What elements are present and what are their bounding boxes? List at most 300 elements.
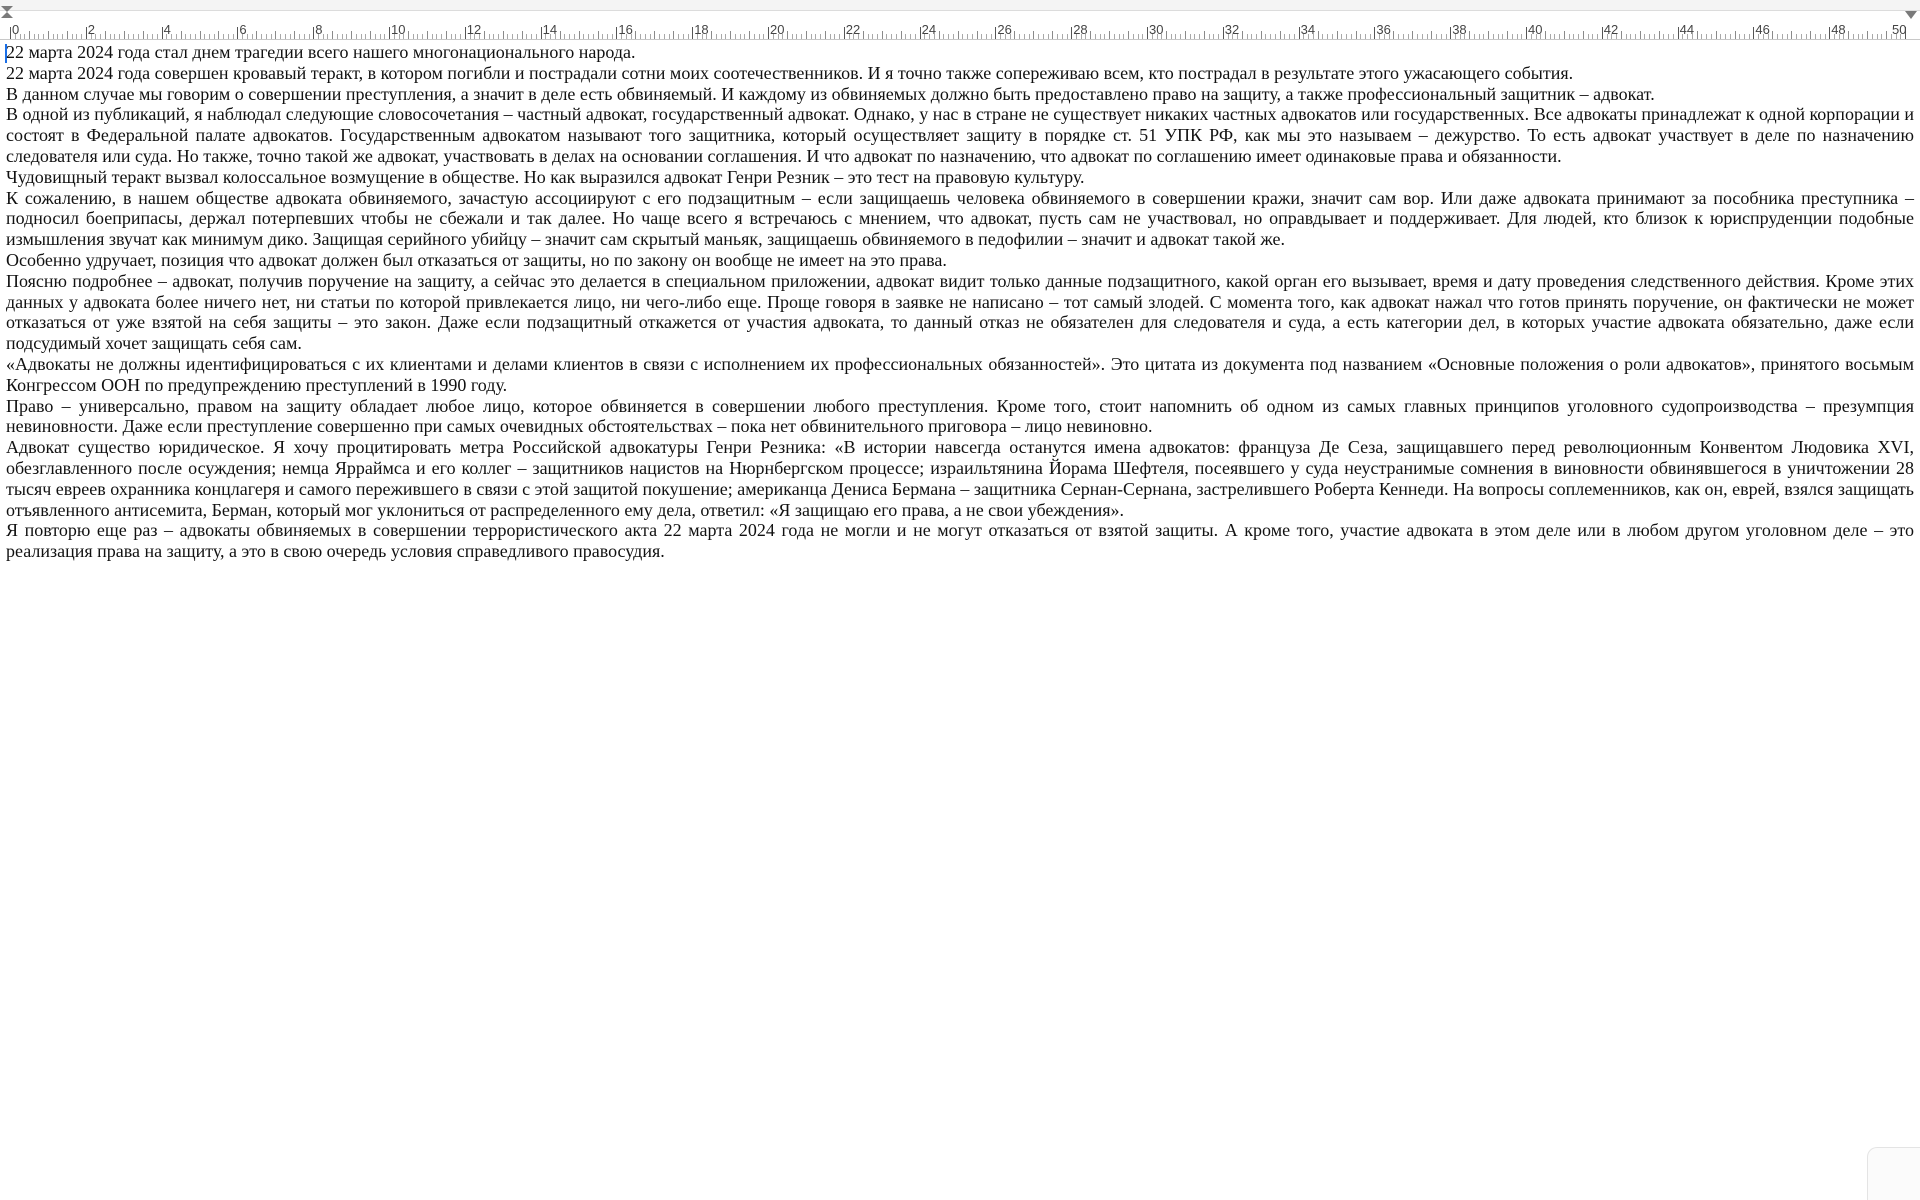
ruler-tick [408, 31, 409, 39]
horizontal-ruler[interactable] [0, 0, 1920, 40]
ruler-tick [1730, 34, 1731, 39]
ruler-tick [1578, 34, 1579, 39]
ruler-tick [38, 34, 39, 39]
ruler-tick [214, 34, 215, 39]
ruler-tick [1450, 27, 1451, 39]
ruler-label: 34 [1300, 22, 1316, 37]
ruler-tick [901, 31, 902, 39]
ruler-tick [1701, 34, 1702, 39]
ruler-label: 16 [618, 22, 633, 37]
ruler-tick [839, 34, 840, 39]
ruler-tick [1332, 34, 1333, 39]
document-body[interactable] [6, 42, 1914, 562]
ruler-tick [1033, 31, 1034, 39]
ruler-tick [1706, 34, 1707, 39]
ruler-label: 18 [694, 22, 709, 37]
ruler-tick [678, 34, 679, 39]
ruler-tick [1777, 34, 1778, 39]
paragraph[interactable]: В одной из публикаций, я наблюдал следующие словосочетания – частный адвокат, государственный адвокат. Однако, у нас в стране не существует никаких частных адвокатов или государственных. Все адвокаты принадлежат к одной корпорации и состоят в Федеральной палате адвокатов. Государственным адвокатом называют того защитника, который осуществляет защиту в порядке ст. 51 УПК РФ, как мы это называем – дежурство. То есть адвокат участвует в деле по назначению следователя или суда. Но также, точно такой же адвокат, участвовать в делах на основании соглашения. И что адвокат по назначению, что адвокат по соглашению имеет одинаковые права и обязанности. [6, 104, 1914, 166]
ruler-tick [432, 34, 433, 39]
ruler-tick [417, 34, 418, 39]
ruler-tick [1270, 34, 1271, 39]
ruler-tick [34, 34, 35, 39]
ruler-tick [1104, 34, 1105, 39]
ruler-tick [1853, 34, 1854, 39]
ruler-label: 32 [1224, 22, 1240, 37]
ruler-tick [143, 31, 144, 39]
ruler-tick [1654, 34, 1655, 39]
ruler-tick [275, 31, 276, 39]
ruler-tick [351, 31, 352, 39]
ruler-tick [792, 34, 793, 39]
ruler-tick [673, 31, 674, 39]
ruler-tick [380, 34, 381, 39]
ruler-tick [896, 34, 897, 39]
ruler-tick [517, 34, 518, 39]
ruler-tick [1289, 34, 1290, 39]
ruler-tick [1346, 34, 1347, 39]
ruler-tick [1019, 34, 1020, 39]
ruler-tick [905, 34, 906, 39]
ruler-label: 2 [87, 22, 96, 37]
ruler-tick [1280, 31, 1281, 39]
ruler-tick [1052, 31, 1053, 39]
ruler-tick [1138, 34, 1139, 39]
ruler-tick [664, 34, 665, 39]
ruler-tick [1251, 34, 1252, 39]
ruler-tick [1621, 31, 1622, 39]
ruler-tick [796, 34, 797, 39]
ruler-label: 50 [1892, 22, 1907, 37]
ruler-tick [256, 31, 257, 39]
ruler-tick [602, 34, 603, 39]
ruler-tick [1123, 34, 1124, 39]
ruler-tick [493, 34, 494, 39]
ruler-tick [1393, 31, 1394, 39]
ruler-label: 14 [542, 22, 558, 37]
ruler-tick [1128, 31, 1129, 39]
ruler-tick [1256, 34, 1257, 39]
paragraph[interactable]: Адвокат существо юридическое. Я хочу процитировать метра Российской адвокатуры Генри Резника: «В истории навсегда останутся имена адвокатов: француза Де Сеза, защищавшего перед революционным Конвентом Людовика XVI, обезглавленного после осуждения; немца Ярраймса и его коллег – защитников нацистов на Нюрнбергском процессе; израильтянина Йорама Шефтеля, посеявшего у суда неустранимые сомнения в виновности обвинявшегося в уничтожении 28 тысяч евреев охранника концлагеря и самого пережившего в связи с этой защитой покушение; американца Дениса Бермана – защитника Сернан-Сернана, застрелившего Роберта Кеннеди. На вопросы соплеменников, как он, еврей, взялся защищать отъявленного антисемита, Берман, который мог уклониться от распределенного ему дела, ответил: «Я защищаю его права, а не свои убеждения». [6, 437, 1914, 520]
ruler-tick [920, 27, 921, 39]
ruler-tick [583, 34, 584, 39]
ruler-tick [768, 27, 769, 39]
ruler-tick [185, 34, 186, 39]
ruler-tick [95, 34, 96, 39]
ruler-tick [455, 34, 456, 39]
ruler-tick [1498, 34, 1499, 39]
ruler-tick [1644, 34, 1645, 39]
ruler-tick [801, 34, 802, 39]
ruler-tick [1199, 34, 1200, 39]
ruler-tick [1265, 34, 1266, 39]
ruler-tick [1318, 31, 1319, 39]
ruler-tick [233, 34, 234, 39]
ruler-tick [1242, 31, 1243, 39]
ruler-tick [1791, 31, 1792, 39]
ruler-tick [877, 34, 878, 39]
ruler-tick [1583, 31, 1584, 39]
ruler-tick [10, 27, 11, 39]
ruler-tick [669, 34, 670, 39]
ruler-tick [223, 34, 224, 39]
ruler-tick [977, 31, 978, 39]
ruler-tick [72, 34, 73, 39]
ruler-tick [1787, 34, 1788, 39]
ruler-tick [1796, 34, 1797, 39]
ruler-tick [1322, 34, 1323, 39]
ruler-tick [1109, 31, 1110, 39]
ruler-tick [484, 31, 485, 39]
ruler-tick [1190, 34, 1191, 39]
ruler-tick [1507, 31, 1508, 39]
ruler-tick [759, 34, 760, 39]
ruler-tick [763, 34, 764, 39]
ruler-tick [744, 34, 745, 39]
ruler-tick [176, 34, 177, 39]
ruler-tick [1782, 34, 1783, 39]
ruler-label: 0 [12, 22, 20, 37]
ruler-label: 42 [1603, 22, 1619, 37]
ruler-tick [1749, 34, 1750, 39]
ruler-tick [972, 34, 973, 39]
ruler-tick [48, 31, 49, 39]
paragraph[interactable]: Особенно удручает, позиция что адвокат должен был отказаться от защиты, но по закону он вообще не имеет на это права. [6, 249, 947, 270]
ruler-tick [110, 34, 111, 39]
ruler-tick [1739, 34, 1740, 39]
ruler-tick [1673, 34, 1674, 39]
ruler-tick [1573, 34, 1574, 39]
ruler-tick [119, 34, 120, 39]
ruler-tick [981, 34, 982, 39]
ruler-tick [588, 34, 589, 39]
ruler-tick [1337, 31, 1338, 39]
ruler-tick [204, 34, 205, 39]
ruler-tick [413, 34, 414, 39]
ruler-tick [830, 34, 831, 39]
ruler-label: 28 [1073, 22, 1088, 37]
ruler-tick [1554, 34, 1555, 39]
paragraph[interactable]: 22 марта 2024 года стал днем трагедии всего нашего многонационального народа. [6, 42, 636, 62]
ruler-tick [512, 34, 513, 39]
ruler-tick [1479, 34, 1480, 39]
ruler-tick [1630, 34, 1631, 39]
ruler-tick [740, 34, 741, 39]
ruler-tick [498, 34, 499, 39]
ruler-tick [1559, 34, 1560, 39]
ruler-tick [337, 34, 338, 39]
ruler-tick [1038, 34, 1039, 39]
ruler-tick [1725, 34, 1726, 39]
ruler-tick [1635, 34, 1636, 39]
ruler-tick [1209, 34, 1210, 39]
ruler-tick [489, 34, 490, 39]
ruler-tick [1512, 34, 1513, 39]
ruler-tick [1517, 34, 1518, 39]
ruler-tick [190, 34, 191, 39]
ruler-tick [1299, 27, 1300, 39]
ruler-tick [342, 34, 343, 39]
paragraph[interactable]: Поясню подробнее – адвокат, получив поручение на защиту, а сейчас это делается в специальном приложении, адвокат видит только данные подзащитного, какой орган его вызывает, время и дату проведения следственного действия. Кроме этих данных у адвоката более ничего нет, ни статьи по которой привлекается лицо, ни чего-либо еще. Проще говоря в заявке не написано – тот самый злодей. С момента того, как адвокат нажал что готов принять поручение, он фактически не может отказаться от уже взятой на себя защиты – это закон. Даже если подзащитный откажется от участия адвоката, то данный отказ не обязателен для следователя и суда, а есть категории дел, в которых участие адвоката обязательно, даже если подсудимый хочет защищать себя сам. [6, 270, 1914, 354]
ruler-tick [261, 34, 262, 39]
ruler-label: 20 [770, 22, 785, 37]
ruler-tick [365, 34, 366, 39]
ruler-tick [441, 34, 442, 39]
ruler-tick [891, 34, 892, 39]
ruler-tick [1815, 34, 1816, 39]
right-indent-marker-icon[interactable] [1904, 10, 1918, 20]
ruler-tick [1374, 27, 1375, 39]
ruler-tick [162, 27, 163, 39]
ruler-tick [1067, 34, 1068, 39]
ruler-tick [1881, 34, 1882, 39]
ruler-tick [564, 34, 565, 39]
ruler-label: 38 [1452, 22, 1467, 37]
ruler-tick [252, 34, 253, 39]
ruler-tick [915, 34, 916, 39]
ruler-tick [86, 27, 87, 39]
ruler-tick [507, 34, 508, 39]
ruler-tick [138, 34, 139, 39]
ruler-tick [688, 34, 689, 39]
ruler-tick [872, 34, 873, 39]
ruler-tick [361, 34, 362, 39]
ruler-tick [716, 34, 717, 39]
ruler-tick [294, 31, 295, 39]
ruler-tick [910, 34, 911, 39]
ruler-tick [541, 27, 542, 39]
ruler-tick [304, 34, 305, 39]
ruler-tick [1862, 34, 1863, 39]
ruler-tick [1142, 34, 1143, 39]
ruler-tick [465, 27, 466, 39]
ruler-tick [152, 34, 153, 39]
ruler-tick [1526, 27, 1527, 39]
paragraph[interactable]: Право – универсально, правом на защиту обладает любое лицо, которое обвиняется в совершении любого преступления. Кроме того, стоит напомнить об одном из самых главных принципов уголовного судопроизводства – презумпция невиновности. Даже если преступление совершенно при самых очевидных обстоятельствах – пока нет обвинительного приговора – лицо невиновно. [6, 395, 1914, 437]
ruler-tick [1294, 34, 1295, 39]
ruler-tick [1550, 34, 1551, 39]
paragraph[interactable]: Чудовищный теракт вызвал колоссальное возмущение в обществе. Но как выразился адвокат Генри Резник – это тест на правовую культуру. [6, 166, 1085, 187]
ruler-tick [986, 34, 987, 39]
ruler-tick [616, 27, 617, 39]
ruler-tick [1772, 31, 1773, 39]
ruler-tick [967, 34, 968, 39]
ruler-label: 10 [391, 22, 406, 37]
ruler-tick [247, 34, 248, 39]
ruler-tick [1180, 34, 1181, 39]
ruler-tick [1829, 27, 1830, 39]
ruler-tick [730, 31, 731, 39]
ruler-tick [1119, 34, 1120, 39]
ruler-tick [645, 34, 646, 39]
ruler-tick [1365, 34, 1366, 39]
ruler-tick [991, 34, 992, 39]
ruler-tick [1204, 31, 1205, 39]
ruler-tick [1659, 31, 1660, 39]
ruler-tick [754, 34, 755, 39]
ruler-tick [735, 34, 736, 39]
ruler-tick [1071, 27, 1072, 39]
ruler-tick [711, 31, 712, 39]
ruler-tick [460, 34, 461, 39]
ruler-tick [1483, 34, 1484, 39]
ruler-tick [1602, 27, 1603, 39]
ruler-tick [1403, 34, 1404, 39]
ruler-label: 36 [1376, 22, 1391, 37]
ruler-tick [1185, 31, 1186, 39]
ruler-tick [654, 31, 655, 39]
ruler-tick [436, 34, 437, 39]
ruler-tick [1753, 27, 1754, 39]
ruler-tick [962, 34, 963, 39]
ruler-tick [171, 34, 172, 39]
ruler-tick [1825, 34, 1826, 39]
ruler-tick [569, 34, 570, 39]
ruler-tick [1848, 31, 1849, 39]
ruler-tick [1488, 31, 1489, 39]
corner-panel-handle[interactable] [1867, 1147, 1920, 1200]
ruler-tick [327, 34, 328, 39]
ruler-label: 22 [845, 22, 861, 37]
ruler-tick [147, 34, 148, 39]
ruler-tick [820, 34, 821, 39]
ruler-tick [1697, 31, 1698, 39]
ruler-tick [1521, 34, 1522, 39]
ruler-tick [1284, 34, 1285, 39]
ruler-tick [422, 34, 423, 39]
ruler-tick [948, 34, 949, 39]
ruler-tick [81, 34, 82, 39]
ruler-tick [1095, 34, 1096, 39]
ruler-tick [1858, 34, 1859, 39]
ruler-tick [1341, 34, 1342, 39]
ruler-tick [560, 31, 561, 39]
ruler-tick [100, 34, 101, 39]
ruler-tick [1360, 34, 1361, 39]
ruler-tick [271, 34, 272, 39]
ruler-label: 40 [1528, 22, 1543, 37]
ruler-tick [389, 27, 390, 39]
ruler-tick [815, 34, 816, 39]
ruler-tick [1626, 34, 1627, 39]
ruler-label: 48 [1831, 22, 1846, 37]
ruler-tick [1474, 34, 1475, 39]
ruler-tick [886, 34, 887, 39]
ruler-tick [427, 31, 428, 39]
ruler-tick [1806, 34, 1807, 39]
ruler-tick [1867, 31, 1868, 39]
ruler-label: 44 [1679, 22, 1695, 37]
ruler-top-strip [0, 0, 1920, 11]
ruler-tick [1469, 31, 1470, 39]
ruler-tick [451, 34, 452, 39]
ruler-tick [1678, 27, 1679, 39]
ruler-tick [1564, 31, 1565, 39]
ruler-label: 4 [163, 22, 171, 37]
ruler-tick [1744, 34, 1745, 39]
ruler-tick [939, 31, 940, 39]
paragraph[interactable]: Я повторю еще раз – адвокаты обвиняемых в совершении террористического акта 22 марта 2024 года не могли и не могут отказаться от взятой защиты. А кроме того, участие адвоката в этом деле или в любом другом уголовном деле – это реализация права на защиту, а это в свою очередь условия справедливого правосудия. [6, 520, 1914, 562]
ruler-tick [692, 27, 693, 39]
ruler-tick [1356, 31, 1357, 39]
ruler-tick [332, 31, 333, 39]
ruler-tick [1663, 34, 1664, 39]
paragraph[interactable]: В данном случае мы говорим о совершении преступления, а значит в деле есть обвиняемый. И каждому из обвиняемых должно быть предоставлено право на защиту, а также профессиональный защитник – адвокат. [6, 83, 1655, 104]
ruler-tick [1412, 31, 1413, 39]
ruler-tick [1422, 34, 1423, 39]
ruler-tick [1247, 34, 1248, 39]
ruler-tick [285, 34, 286, 39]
ruler-label: 30 [1149, 22, 1164, 37]
ruler-tick [1431, 31, 1432, 39]
ruler-tick [1048, 34, 1049, 39]
ruler-tick [1218, 34, 1219, 39]
ruler-tick [1062, 34, 1063, 39]
ruler-tick [1446, 34, 1447, 39]
ruler-tick [1711, 34, 1712, 39]
ruler-tick [1735, 31, 1736, 39]
ruler-label: 8 [315, 22, 323, 37]
ruler-tick [1171, 34, 1172, 39]
ruler-tick [1720, 34, 1721, 39]
ruler-tick [1370, 34, 1371, 39]
ruler-tick [863, 31, 864, 39]
ruler-tick [313, 27, 314, 39]
ruler-tick [1417, 34, 1418, 39]
ruler-tick [57, 34, 58, 39]
ruler-tick [133, 34, 134, 39]
ruler-tick [1327, 34, 1328, 39]
ruler-tick [1886, 31, 1887, 39]
ruler-tick [24, 34, 25, 39]
ruler-tick [1640, 31, 1641, 39]
ruler-tick [346, 34, 347, 39]
ruler-tick [650, 34, 651, 39]
ruler-tick [1114, 34, 1115, 39]
ruler-tick [721, 34, 722, 39]
ruler-tick [598, 31, 599, 39]
ruler-tick [882, 31, 883, 39]
ruler-tick [1820, 34, 1821, 39]
ruler-tick [181, 31, 182, 39]
ruler-tick [749, 31, 750, 39]
ruler-tick [806, 31, 807, 39]
ruler-tick [1493, 34, 1494, 39]
ruler-tick [1351, 34, 1352, 39]
ruler-tick [356, 34, 357, 39]
ruler-tick [1872, 34, 1873, 39]
ruler-tick [1029, 34, 1030, 39]
ruler-tick [446, 31, 447, 39]
ruler-label: 24 [921, 22, 937, 37]
first-line-indent-marker-icon[interactable] [0, 4, 14, 20]
ruler-tick [683, 34, 684, 39]
paragraph[interactable]: «Адвокаты не должны идентифицироваться с их клиентами и делами клиентов в связи с исполнением их профессиональных обязанностей». Это цитата из документа под названием «Основные положения о роли адвокатов», принятого восьмым Конгрессом ООН по предупреждению преступлений в 1990 году. [6, 353, 1914, 395]
ruler-tick [1877, 34, 1878, 39]
ruler-tick [375, 34, 376, 39]
ruler-tick [200, 31, 201, 39]
ruler-tick [1261, 31, 1262, 39]
ruler-tick [522, 31, 523, 39]
paragraph[interactable]: К сожалению, в нашем обществе адвоката обвиняемого, зачастую ассоциируют с его подзащитным – если защищаешь человека обвиняемого в совершении кражи, значит сам вор. Или даже адвоката принимают за пособника преступника – подносил боеприпасы, держал потерпевших чтобы не сбежали и так далее. Но чаще всего я встречаюсь с мнением, что адвокат, пусть сам не участвовал, но оправдывает и поддерживает. Для людей, кто близок к юриспруденции подобные измышления звучат как минимум дико. Защищая серийного убийцу – значит сам скрытый маньяк, защищаешь обвиняемого в педофилии – значит и адвокат такой же. [6, 187, 1914, 250]
ruler-tick [218, 31, 219, 39]
ruler-tick [1569, 34, 1570, 39]
ruler-tick [503, 31, 504, 39]
ruler-tick [1588, 34, 1589, 39]
paragraph[interactable]: 22 марта 2024 года совершен кровавый теракт, в котором погибли и пострадали сотни моих соотечественников. И я точно также сопереживаю всем, кто пострадал в результате этого ужасающего события. [6, 62, 1574, 83]
ruler-tick [1043, 34, 1044, 39]
ruler-label: 12 [466, 22, 482, 37]
